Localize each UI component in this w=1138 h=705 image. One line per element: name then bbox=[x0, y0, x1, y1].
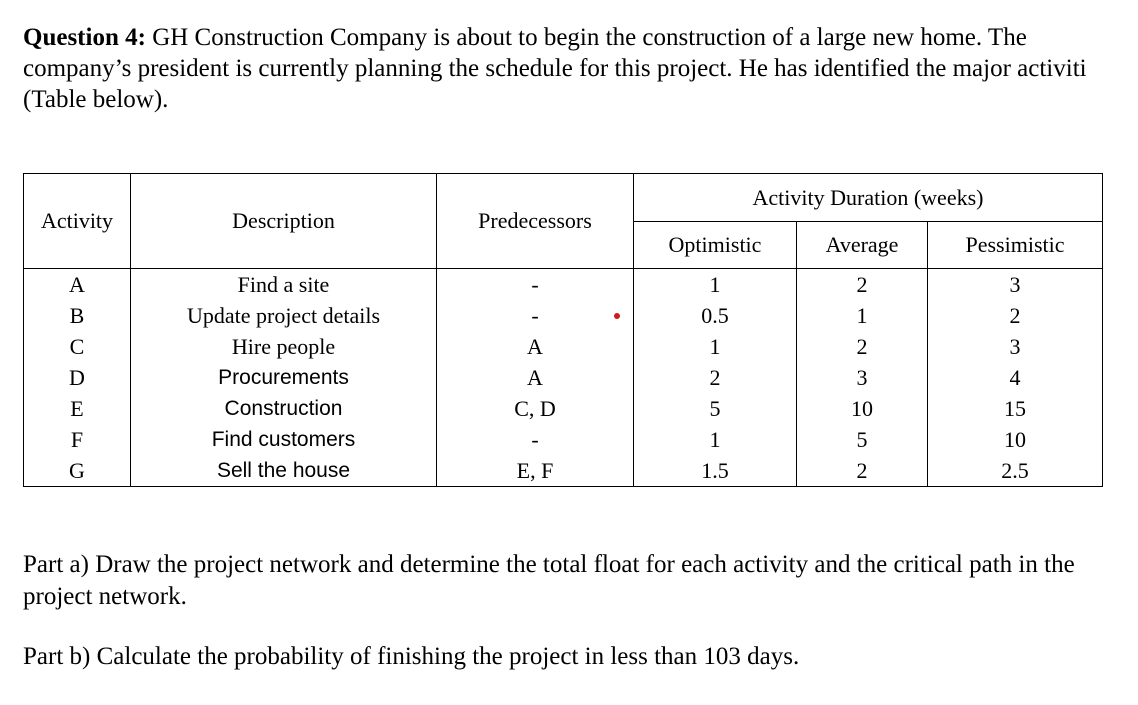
cell-average: 1 bbox=[797, 300, 928, 331]
cell-optimistic: 2 bbox=[634, 362, 797, 393]
cell-optimistic: 0.5 bbox=[634, 300, 797, 331]
cell-pessimistic: 2.5 bbox=[928, 455, 1103, 487]
cell-optimistic: 5 bbox=[634, 393, 797, 424]
cell-activity: F bbox=[24, 424, 131, 455]
question-line-1 bbox=[23, 22, 1138, 53]
question-text bbox=[23, 22, 1138, 115]
cell-pessimistic: 4 bbox=[928, 362, 1103, 393]
cell-predecessors: - bbox=[437, 269, 634, 301]
table-row bbox=[24, 300, 1103, 331]
cell-pessimistic: 2 bbox=[928, 300, 1103, 331]
activity-table bbox=[23, 173, 1103, 487]
cell-predecessors: - bbox=[437, 424, 634, 455]
cell-activity: C bbox=[24, 331, 131, 362]
table-row bbox=[24, 362, 1103, 393]
cell-pessimistic: 3 bbox=[928, 269, 1103, 301]
cell-optimistic: 1 bbox=[634, 331, 797, 362]
cell-activity: G bbox=[24, 455, 131, 487]
table-row bbox=[24, 393, 1103, 424]
cell-average: 2 bbox=[797, 455, 928, 487]
cell-average: 5 bbox=[797, 424, 928, 455]
cell-average: 2 bbox=[797, 331, 928, 362]
cell-average: 2 bbox=[797, 269, 928, 301]
header-predecessors: Predecessors bbox=[437, 174, 634, 269]
cell-predecessors: E, F bbox=[437, 455, 634, 487]
cell-activity: B bbox=[24, 300, 131, 331]
cell-optimistic: 1 bbox=[634, 424, 797, 455]
cell-predecessors: - bbox=[437, 300, 634, 331]
cell-average: 3 bbox=[797, 362, 928, 393]
header-activity: Activity bbox=[24, 174, 131, 269]
cell-predecessors: A bbox=[437, 362, 634, 393]
question-line-3: (Table below). bbox=[23, 86, 169, 113]
cell-pessimistic: 15 bbox=[928, 393, 1103, 424]
table-row bbox=[24, 331, 1103, 362]
header-description: Description bbox=[131, 174, 437, 269]
header-average: Average bbox=[797, 222, 928, 269]
header-optimistic: Optimistic bbox=[634, 222, 797, 269]
cell-pessimistic: 3 bbox=[928, 331, 1103, 362]
cell-predecessors: A bbox=[437, 331, 634, 362]
question-line-1-text: GH Construction Company is about to begin the construction of a large new home. The bbox=[152, 24, 1027, 51]
part-a-text: Part a) Draw the project network and determine the total float for each activity and the critical path in the project network. bbox=[23, 551, 1075, 610]
table-row bbox=[24, 424, 1103, 455]
header-pessimistic: Pessimistic bbox=[928, 222, 1103, 269]
cell-predecessors: C, D bbox=[437, 393, 634, 424]
cell-pessimistic: 10 bbox=[928, 424, 1103, 455]
cell-activity: A bbox=[24, 269, 131, 301]
cell-description: Sell the house bbox=[131, 455, 437, 487]
header-activity-duration: Activity Duration (weeks) bbox=[634, 174, 1103, 222]
cell-description: Procurements bbox=[131, 362, 437, 393]
question-label: Question 4: bbox=[23, 24, 146, 51]
table-row bbox=[24, 269, 1103, 301]
cell-optimistic: 1 bbox=[634, 269, 797, 301]
question-line-2: company’s president is currently planning the schedule for this project. He has identified the major activiti bbox=[23, 55, 1087, 82]
cell-description: Update project details bbox=[131, 300, 437, 331]
cell-description: Construction bbox=[131, 393, 437, 424]
cell-average: 10 bbox=[797, 393, 928, 424]
cell-activity: E bbox=[24, 393, 131, 424]
cell-description: Hire people bbox=[131, 331, 437, 362]
cell-optimistic: 1.5 bbox=[634, 455, 797, 487]
red-dot-mark bbox=[614, 313, 620, 319]
cell-description: Find customers bbox=[131, 424, 437, 455]
table-row bbox=[24, 455, 1103, 487]
part-b-text: Part b) Calculate the probability of finishing the project in less than 103 days. bbox=[23, 643, 800, 670]
cell-description: Find a site bbox=[131, 269, 437, 301]
cell-activity: D bbox=[24, 362, 131, 393]
